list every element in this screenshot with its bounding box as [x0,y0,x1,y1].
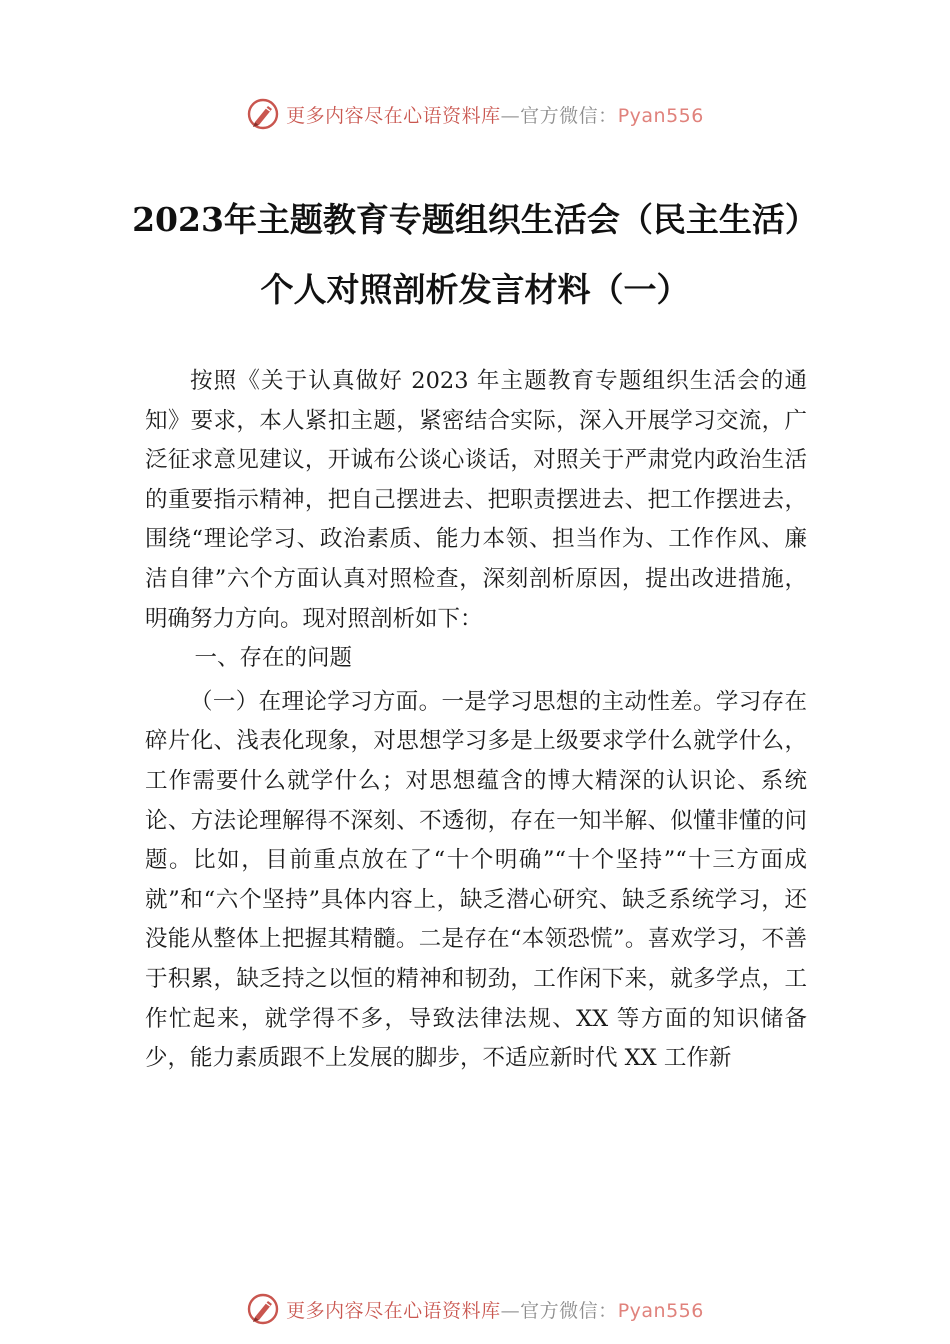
watermark-site-text: 更多内容尽在心语资料库 [286,1299,501,1322]
watermark-separator: — [500,104,521,127]
watermark-site-text: 更多内容尽在心语资料库 [286,104,501,127]
content-paragraph: （一）在理论学习方面。一是学习思想的主动性差。学习存在碎片化、浅表化现象，对思想学习多是上级要求学什么就学什么，工作需要什么就学什么；对思想蕴含的博大精深的认识论、系统论、方法论理解得不深刻、不透彻，存在一知半解、似懂非懂的问题。比如，目前重点放在了“十个明确”“十个坚持”“十三方面成就”和“六个坚持”具体内容上，缺乏潜心研究、缺乏系统学习，还没能从整体上把握其精髓。二是存在“本领恐慌”。喜欢学习，不善于积累，缺乏持之以恒的精神和韧劲，工作闲下来，就多学点，工作忙起来，就学得不多，导致法律法规、XX 等方面的知识储备少，能力素质跟不上发展的脚步，不适应新时代 XX 工作新 [145,688,807,1072]
watermark-text [286,101,704,128]
intro-paragraph: 按照《关于认真做好 2023 年主题教育专题组织生活会的通知》要求，本人紧扣主题，紧密结合实际，深入开展学习交流，广泛征求意见建议，开诚布公谈心谈话，对照关于严肃党内政治生活的重要指示精神，把自己摆进去、把职责摆进去、把工作摆进去，围绕“理论学习、政治素质、能力本领、担当作为、工作作风、廉洁自律”六个方面认真对照检查，深刻剖析原因，提出改进措施，明确努力方向。现对照剖析如下： [145,368,807,632]
header-watermark [0,94,950,134]
watermark-separator: — [500,1299,521,1322]
watermark-text [286,1296,704,1323]
watermark-wechat-id: Pyan556 [617,104,704,127]
watermark-content [246,97,704,131]
section-heading: 一、存在的问题 [194,645,353,672]
document-body [145,362,807,1079]
document-title: 2023年主题教育专题组织生活会（民主生活）个人对照剖析发言材料（一） [132,200,818,309]
watermark-label: 官方微信： [520,104,618,127]
footer-watermark [0,1289,950,1329]
watermark-content [246,1292,704,1326]
pen-logo-icon [246,1292,280,1326]
pen-logo-icon [246,97,280,131]
watermark-wechat-id: Pyan556 [617,1299,704,1322]
watermark-label: 官方微信： [520,1299,618,1322]
